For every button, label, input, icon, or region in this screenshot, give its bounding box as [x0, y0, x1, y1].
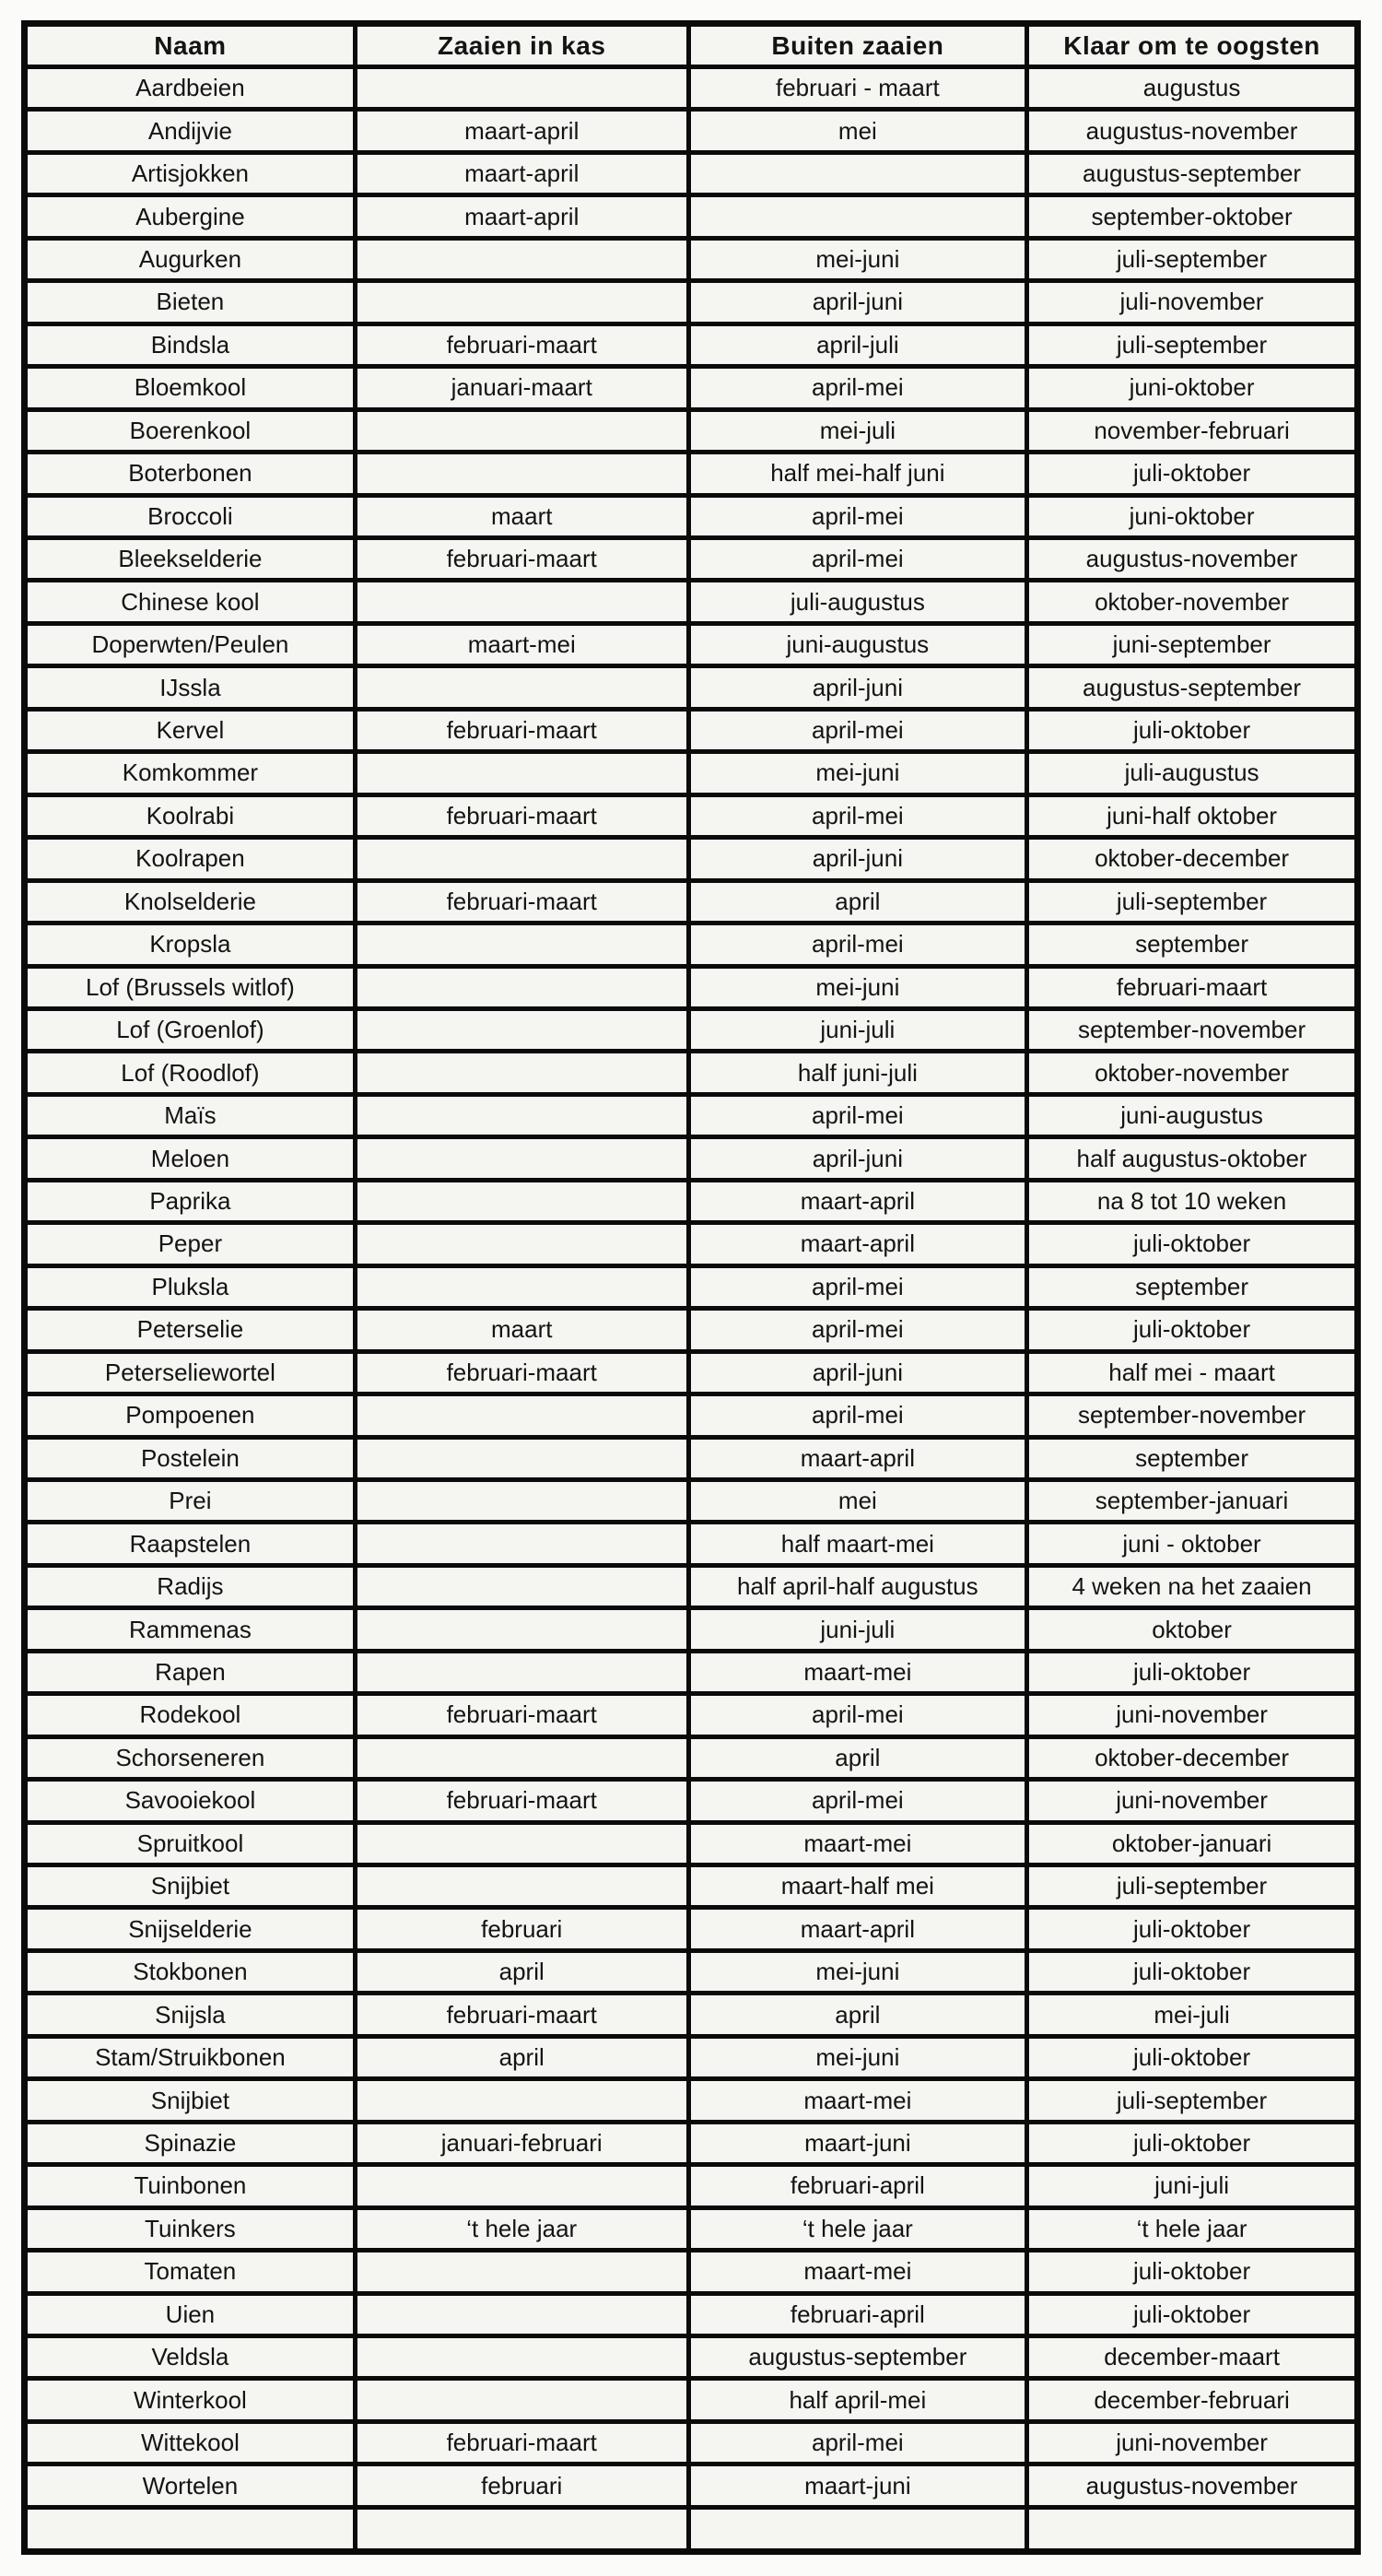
table-row: [25, 1094, 1358, 1136]
table-row: [25, 2464, 1358, 2507]
table-row: [25, 752, 1358, 794]
cell-klaar-om-te-oogsten: juli-oktober: [1027, 1908, 1358, 1950]
cell-klaar-om-te-oogsten: [1027, 2507, 1358, 2551]
cell-buiten-zaaien: april: [688, 1994, 1027, 2036]
cell-klaar-om-te-oogsten: oktober-november: [1027, 1052, 1358, 1094]
cell-buiten-zaaien: [688, 152, 1027, 194]
cell-buiten-zaaien: april-juni: [688, 666, 1027, 709]
cell-klaar-om-te-oogsten: juli-oktober: [1027, 2251, 1358, 2293]
cell-buiten-zaaien: maart-half mei: [688, 1865, 1027, 1908]
cell-klaar-om-te-oogsten: juni-oktober: [1027, 495, 1358, 537]
table-row: [25, 1437, 1358, 1479]
cell-buiten-zaaien: april-mei: [688, 1694, 1027, 1736]
cell-zaaien-in-kas: [355, 409, 688, 452]
cell-naam: Postelein: [25, 1437, 356, 1479]
cell-klaar-om-te-oogsten: oktober-december: [1027, 838, 1358, 880]
cell-klaar-om-te-oogsten: juli-september: [1027, 2079, 1358, 2122]
cell-buiten-zaaien: maart-juni: [688, 2122, 1027, 2164]
cell-klaar-om-te-oogsten: juni-november: [1027, 2421, 1358, 2464]
cell-klaar-om-te-oogsten: half augustus-oktober: [1027, 1137, 1358, 1180]
cell-zaaien-in-kas: [355, 666, 688, 709]
table-row: [25, 1950, 1358, 1993]
cell-zaaien-in-kas: april: [355, 2036, 688, 2078]
table-row: [25, 1309, 1358, 1351]
cell-zaaien-in-kas: [355, 238, 688, 280]
cell-zaaien-in-kas: februari-maart: [355, 794, 688, 837]
table-row: [25, 2165, 1358, 2207]
cell-buiten-zaaien: half juni-juli: [688, 1052, 1027, 1094]
cell-buiten-zaaien: april-mei: [688, 1780, 1027, 1822]
cell-buiten-zaaien: half april-mei: [688, 2379, 1027, 2421]
cell-zaaien-in-kas: [355, 1523, 688, 1565]
cell-zaaien-in-kas: [355, 1479, 688, 1522]
cell-naam: Tomaten: [25, 2251, 356, 2293]
cell-klaar-om-te-oogsten: juni - oktober: [1027, 1523, 1358, 1565]
cell-klaar-om-te-oogsten: half mei - maart: [1027, 1351, 1358, 1394]
table-row: [25, 1651, 1358, 1693]
table-row: [25, 2251, 1358, 2293]
cell-zaaien-in-kas: [355, 1822, 688, 1864]
cell-buiten-zaaien: maart-mei: [688, 1822, 1027, 1864]
cell-buiten-zaaien: mei-juni: [688, 238, 1027, 280]
cell-buiten-zaaien: maart-mei: [688, 2079, 1027, 2122]
cell-zaaien-in-kas: februari-maart: [355, 1351, 688, 1394]
cell-naam: Koolrabi: [25, 794, 356, 837]
cell-klaar-om-te-oogsten: augustus-september: [1027, 152, 1358, 194]
cell-zaaien-in-kas: januari-februari: [355, 2122, 688, 2164]
cell-buiten-zaaien: februari - maart: [688, 67, 1027, 110]
cell-naam: Winterkool: [25, 2379, 356, 2421]
cell-klaar-om-te-oogsten: juli-oktober: [1027, 1651, 1358, 1693]
cell-buiten-zaaien: april-mei: [688, 537, 1027, 580]
cell-zaaien-in-kas: [355, 1137, 688, 1180]
table-row: [25, 1180, 1358, 1222]
cell-buiten-zaaien: mei-juni: [688, 966, 1027, 1008]
cell-buiten-zaaien: maart-mei: [688, 2251, 1027, 2293]
table-row: [25, 1394, 1358, 1437]
cell-buiten-zaaien: april-juli: [688, 323, 1027, 366]
cell-naam: Uien: [25, 2293, 356, 2335]
table-row: [25, 1822, 1358, 1864]
cell-zaaien-in-kas: [355, 2379, 688, 2421]
cell-naam: Bieten: [25, 281, 356, 323]
cell-naam: Kropsla: [25, 923, 356, 966]
cell-klaar-om-te-oogsten: juli-oktober: [1027, 2036, 1358, 2078]
cell-buiten-zaaien: april-mei: [688, 1309, 1027, 1351]
table-row: [25, 2507, 1358, 2551]
cell-buiten-zaaien: half april-half augustus: [688, 1565, 1027, 1607]
cell-naam: Peper: [25, 1223, 356, 1265]
cell-zaaien-in-kas: [355, 1265, 688, 1308]
table-row: [25, 495, 1358, 537]
cell-klaar-om-te-oogsten: augustus-november: [1027, 110, 1358, 152]
cell-buiten-zaaien: mei-juli: [688, 409, 1027, 452]
table-row: [25, 1608, 1358, 1651]
cell-zaaien-in-kas: [355, 1565, 688, 1607]
cell-zaaien-in-kas: februari-maart: [355, 323, 688, 366]
cell-buiten-zaaien: mei-juni: [688, 1950, 1027, 1993]
cell-klaar-om-te-oogsten: februari-maart: [1027, 966, 1358, 1008]
cell-klaar-om-te-oogsten: juli-september: [1027, 1865, 1358, 1908]
cell-naam: Wittekool: [25, 2421, 356, 2464]
cell-zaaien-in-kas: maart-mei: [355, 623, 688, 665]
cell-buiten-zaaien: maart-mei: [688, 1651, 1027, 1693]
cell-klaar-om-te-oogsten: augustus-september: [1027, 666, 1358, 709]
cell-zaaien-in-kas: februari-maart: [355, 709, 688, 751]
table-row: [25, 67, 1358, 110]
cell-buiten-zaaien: april-mei: [688, 1265, 1027, 1308]
cell-klaar-om-te-oogsten: juni-november: [1027, 1780, 1358, 1822]
cell-zaaien-in-kas: maart: [355, 1309, 688, 1351]
cell-naam: Prei: [25, 1479, 356, 1522]
cell-naam: Andijvie: [25, 110, 356, 152]
cell-klaar-om-te-oogsten: juni-november: [1027, 1694, 1358, 1736]
table-row: [25, 367, 1358, 409]
cell-zaaien-in-kas: [355, 923, 688, 966]
cell-naam: Aardbeien: [25, 67, 356, 110]
cell-buiten-zaaien: april-juni: [688, 281, 1027, 323]
table-row: [25, 1523, 1358, 1565]
cell-zaaien-in-kas: [355, 281, 688, 323]
cell-buiten-zaaien: april-mei: [688, 1394, 1027, 1437]
table-row: [25, 1908, 1358, 1950]
cell-naam: Lof (Groenlof): [25, 1008, 356, 1051]
header-buiten-zaaien: Buiten zaaien: [688, 24, 1027, 67]
cell-naam: Bleekselderie: [25, 537, 356, 580]
cell-klaar-om-te-oogsten: september: [1027, 1265, 1358, 1308]
table-row: [25, 666, 1358, 709]
cell-naam: Boerenkool: [25, 409, 356, 452]
table-row: [25, 1994, 1358, 2036]
header-klaar-om-te-oogsten: Klaar om te oogsten: [1027, 24, 1358, 67]
cell-klaar-om-te-oogsten: oktober-november: [1027, 581, 1358, 623]
cell-zaaien-in-kas: [355, 453, 688, 495]
cell-naam: Meloen: [25, 1137, 356, 1180]
cell-naam: Stokbonen: [25, 1950, 356, 1993]
table-row: [25, 923, 1358, 966]
cell-zaaien-in-kas: [355, 966, 688, 1008]
cell-naam: Augurken: [25, 238, 356, 280]
cell-zaaien-in-kas: februari-maart: [355, 1994, 688, 2036]
cell-buiten-zaaien: augustus-september: [688, 2336, 1027, 2379]
cell-zaaien-in-kas: [355, 1736, 688, 1779]
cell-buiten-zaaien: februari-april: [688, 2165, 1027, 2207]
cell-klaar-om-te-oogsten: juli-oktober: [1027, 1223, 1358, 1265]
cell-zaaien-in-kas: [355, 2079, 688, 2122]
cell-buiten-zaaien: juni-juli: [688, 1608, 1027, 1651]
table-row: [25, 1780, 1358, 1822]
table-row: [25, 238, 1358, 280]
cell-klaar-om-te-oogsten: september-november: [1027, 1394, 1358, 1437]
cell-naam: IJssla: [25, 666, 356, 709]
cell-zaaien-in-kas: maart-april: [355, 152, 688, 194]
table-row: [25, 2036, 1358, 2078]
cell-zaaien-in-kas: februari-maart: [355, 880, 688, 923]
cell-klaar-om-te-oogsten: augustus: [1027, 67, 1358, 110]
cell-buiten-zaaien: [688, 195, 1027, 238]
cell-naam: Lof (Roodlof): [25, 1052, 356, 1094]
cell-buiten-zaaien: juni-augustus: [688, 623, 1027, 665]
table-row: [25, 1137, 1358, 1180]
cell-klaar-om-te-oogsten: juli-september: [1027, 880, 1358, 923]
cell-zaaien-in-kas: [355, 1394, 688, 1437]
table-row: [25, 110, 1358, 152]
cell-klaar-om-te-oogsten: juli-oktober: [1027, 2122, 1358, 2164]
cell-zaaien-in-kas: februari: [355, 1908, 688, 1950]
cell-naam: Aubergine: [25, 195, 356, 238]
cell-klaar-om-te-oogsten: september: [1027, 1437, 1358, 1479]
cell-klaar-om-te-oogsten: juli-september: [1027, 238, 1358, 280]
header-row: [25, 24, 1358, 67]
cell-zaaien-in-kas: maart: [355, 495, 688, 537]
cell-zaaien-in-kas: maart-april: [355, 195, 688, 238]
cell-naam: Snijbiet: [25, 2079, 356, 2122]
table-row: [25, 195, 1358, 238]
cell-buiten-zaaien: half mei-half juni: [688, 453, 1027, 495]
cell-buiten-zaaien: mei: [688, 1479, 1027, 1522]
cell-naam: Snijselderie: [25, 1908, 356, 1950]
cell-zaaien-in-kas: [355, 1094, 688, 1136]
cell-buiten-zaaien: half maart-mei: [688, 1523, 1027, 1565]
cell-klaar-om-te-oogsten: juli-oktober: [1027, 1950, 1358, 1993]
cell-buiten-zaaien: april-mei: [688, 794, 1027, 837]
table-row: [25, 537, 1358, 580]
cell-klaar-om-te-oogsten: november-februari: [1027, 409, 1358, 452]
cell-zaaien-in-kas: [355, 1608, 688, 1651]
cell-buiten-zaaien: ‘t hele jaar: [688, 2207, 1027, 2250]
cell-buiten-zaaien: mei-juni: [688, 2036, 1027, 2078]
cell-zaaien-in-kas: ‘t hele jaar: [355, 2207, 688, 2250]
cell-zaaien-in-kas: [355, 1180, 688, 1222]
cell-naam: Raapstelen: [25, 1523, 356, 1565]
cell-zaaien-in-kas: [355, 1008, 688, 1051]
cell-naam: Stam/Struikbonen: [25, 2036, 356, 2078]
table-row: [25, 152, 1358, 194]
cell-klaar-om-te-oogsten: ‘t hele jaar: [1027, 2207, 1358, 2250]
table-row: [25, 581, 1358, 623]
cell-klaar-om-te-oogsten: augustus-november: [1027, 2464, 1358, 2507]
cell-buiten-zaaien: maart-april: [688, 1180, 1027, 1222]
cell-zaaien-in-kas: [355, 752, 688, 794]
cell-klaar-om-te-oogsten: augustus-november: [1027, 537, 1358, 580]
cell-naam: Radijs: [25, 1565, 356, 1607]
cell-naam: Boterbonen: [25, 453, 356, 495]
cell-zaaien-in-kas: [355, 1651, 688, 1693]
cell-klaar-om-te-oogsten: oktober-december: [1027, 1736, 1358, 1779]
cell-buiten-zaaien: [688, 2507, 1027, 2551]
cell-buiten-zaaien: april: [688, 880, 1027, 923]
cell-klaar-om-te-oogsten: juni-oktober: [1027, 367, 1358, 409]
cell-naam: Broccoli: [25, 495, 356, 537]
cell-buiten-zaaien: april-juni: [688, 1137, 1027, 1180]
cell-naam: Lof (Brussels witlof): [25, 966, 356, 1008]
cell-zaaien-in-kas: april: [355, 1950, 688, 1993]
cell-buiten-zaaien: juli-augustus: [688, 581, 1027, 623]
cell-zaaien-in-kas: februari-maart: [355, 1780, 688, 1822]
cell-buiten-zaaien: april-juni: [688, 1351, 1027, 1394]
cell-naam: Schorseneren: [25, 1736, 356, 1779]
cell-zaaien-in-kas: [355, 2336, 688, 2379]
cell-zaaien-in-kas: [355, 1052, 688, 1094]
table-row: [25, 1008, 1358, 1051]
cell-zaaien-in-kas: februari: [355, 2464, 688, 2507]
cell-naam: Rodekool: [25, 1694, 356, 1736]
cell-klaar-om-te-oogsten: december-februari: [1027, 2379, 1358, 2421]
cell-buiten-zaaien: maart-april: [688, 1223, 1027, 1265]
cell-zaaien-in-kas: [355, 1437, 688, 1479]
table-row: [25, 1565, 1358, 1607]
table-row: [25, 1865, 1358, 1908]
cell-klaar-om-te-oogsten: na 8 tot 10 weken: [1027, 1180, 1358, 1222]
cell-naam: Wortelen: [25, 2464, 356, 2507]
cell-naam: Peterseliewortel: [25, 1351, 356, 1394]
cell-naam: Bloemkool: [25, 367, 356, 409]
cell-klaar-om-te-oogsten: september-januari: [1027, 1479, 1358, 1522]
table-row: [25, 2421, 1358, 2464]
table-row: [25, 838, 1358, 880]
cell-klaar-om-te-oogsten: juli-oktober: [1027, 709, 1358, 751]
cell-klaar-om-te-oogsten: juni-september: [1027, 623, 1358, 665]
cell-zaaien-in-kas: maart-april: [355, 110, 688, 152]
cell-zaaien-in-kas: [355, 2165, 688, 2207]
table-row: [25, 2079, 1358, 2122]
cell-buiten-zaaien: maart-april: [688, 1437, 1027, 1479]
table-row: [25, 2122, 1358, 2164]
cell-klaar-om-te-oogsten: juli-augustus: [1027, 752, 1358, 794]
table-row: [25, 2336, 1358, 2379]
cell-klaar-om-te-oogsten: juli-september: [1027, 323, 1358, 366]
cell-klaar-om-te-oogsten: september-november: [1027, 1008, 1358, 1051]
table-row: [25, 2379, 1358, 2421]
cell-naam: Paprika: [25, 1180, 356, 1222]
cell-naam: Pompoenen: [25, 1394, 356, 1437]
table-row: [25, 1736, 1358, 1779]
cell-naam: [25, 2507, 356, 2551]
cell-zaaien-in-kas: [355, 581, 688, 623]
table-row: [25, 880, 1358, 923]
cell-klaar-om-te-oogsten: september-oktober: [1027, 195, 1358, 238]
cell-zaaien-in-kas: [355, 2293, 688, 2335]
cell-naam: Snijbiet: [25, 1865, 356, 1908]
cell-naam: Peterselie: [25, 1309, 356, 1351]
cell-zaaien-in-kas: [355, 838, 688, 880]
cell-zaaien-in-kas: [355, 2507, 688, 2551]
cell-klaar-om-te-oogsten: oktober: [1027, 1608, 1358, 1651]
cell-klaar-om-te-oogsten: december-maart: [1027, 2336, 1358, 2379]
cell-buiten-zaaien: april-mei: [688, 495, 1027, 537]
cell-zaaien-in-kas: februari-maart: [355, 1694, 688, 1736]
table-row: [25, 453, 1358, 495]
cell-buiten-zaaien: maart-april: [688, 1908, 1027, 1950]
cell-naam: Spruitkool: [25, 1822, 356, 1864]
cell-naam: Artisjokken: [25, 152, 356, 194]
cell-naam: Bindsla: [25, 323, 356, 366]
table-row: [25, 794, 1358, 837]
cell-naam: Savooiekool: [25, 1780, 356, 1822]
cell-klaar-om-te-oogsten: juni-half oktober: [1027, 794, 1358, 837]
table-row: [25, 1479, 1358, 1522]
cell-buiten-zaaien: april-mei: [688, 709, 1027, 751]
cell-naam: Kervel: [25, 709, 356, 751]
table-row: [25, 323, 1358, 366]
cell-buiten-zaaien: mei-juni: [688, 752, 1027, 794]
cell-zaaien-in-kas: [355, 1223, 688, 1265]
cell-zaaien-in-kas: [355, 67, 688, 110]
header-zaaien-in-kas: Zaaien in kas: [355, 24, 688, 67]
cell-klaar-om-te-oogsten: juni-juli: [1027, 2165, 1358, 2207]
cell-klaar-om-te-oogsten: september: [1027, 923, 1358, 966]
cell-naam: Komkommer: [25, 752, 356, 794]
cell-naam: Rammenas: [25, 1608, 356, 1651]
cell-buiten-zaaien: maart-juni: [688, 2464, 1027, 2507]
cell-naam: Rapen: [25, 1651, 356, 1693]
cell-klaar-om-te-oogsten: 4 weken na het zaaien: [1027, 1565, 1358, 1607]
cell-naam: Spinazie: [25, 2122, 356, 2164]
cell-naam: Maïs: [25, 1094, 356, 1136]
cell-buiten-zaaien: april-juni: [688, 838, 1027, 880]
cell-klaar-om-te-oogsten: juli-november: [1027, 281, 1358, 323]
cell-zaaien-in-kas: januari-maart: [355, 367, 688, 409]
table-row: [25, 1052, 1358, 1094]
cell-zaaien-in-kas: [355, 1865, 688, 1908]
table-row: [25, 966, 1358, 1008]
cell-klaar-om-te-oogsten: oktober-januari: [1027, 1822, 1358, 1864]
cell-klaar-om-te-oogsten: juli-oktober: [1027, 1309, 1358, 1351]
cell-buiten-zaaien: juni-juli: [688, 1008, 1027, 1051]
cell-naam: Koolrapen: [25, 838, 356, 880]
table-row: [25, 281, 1358, 323]
cell-naam: Doperwten/Peulen: [25, 623, 356, 665]
cell-naam: Tuinkers: [25, 2207, 356, 2250]
cell-buiten-zaaien: april: [688, 1736, 1027, 1779]
cell-buiten-zaaien: mei: [688, 110, 1027, 152]
table-row: [25, 1694, 1358, 1736]
table-row: [25, 2293, 1358, 2335]
table-row: [25, 409, 1358, 452]
table-row: [25, 1265, 1358, 1308]
cell-naam: Pluksla: [25, 1265, 356, 1308]
cell-zaaien-in-kas: februari-maart: [355, 537, 688, 580]
cell-buiten-zaaien: april-mei: [688, 1094, 1027, 1136]
cell-klaar-om-te-oogsten: juni-augustus: [1027, 1094, 1358, 1136]
table-row: [25, 2207, 1358, 2250]
cell-naam: Veldsla: [25, 2336, 356, 2379]
cell-buiten-zaaien: april-mei: [688, 2421, 1027, 2464]
sowing-calendar-table: [21, 20, 1361, 2555]
cell-buiten-zaaien: april-mei: [688, 923, 1027, 966]
table-row: [25, 1351, 1358, 1394]
cell-buiten-zaaien: februari-april: [688, 2293, 1027, 2335]
cell-zaaien-in-kas: [355, 2251, 688, 2293]
cell-buiten-zaaien: april-mei: [688, 367, 1027, 409]
cell-naam: Snijsla: [25, 1994, 356, 2036]
cell-klaar-om-te-oogsten: juli-oktober: [1027, 453, 1358, 495]
cell-zaaien-in-kas: februari-maart: [355, 2421, 688, 2464]
cell-naam: Tuinbonen: [25, 2165, 356, 2207]
cell-naam: Chinese kool: [25, 581, 356, 623]
cell-klaar-om-te-oogsten: juli-oktober: [1027, 2293, 1358, 2335]
table-row: [25, 1223, 1358, 1265]
header-naam: Naam: [25, 24, 356, 67]
cell-klaar-om-te-oogsten: mei-juli: [1027, 1994, 1358, 2036]
table-row: [25, 623, 1358, 665]
cell-naam: Knolselderie: [25, 880, 356, 923]
table-row: [25, 709, 1358, 751]
